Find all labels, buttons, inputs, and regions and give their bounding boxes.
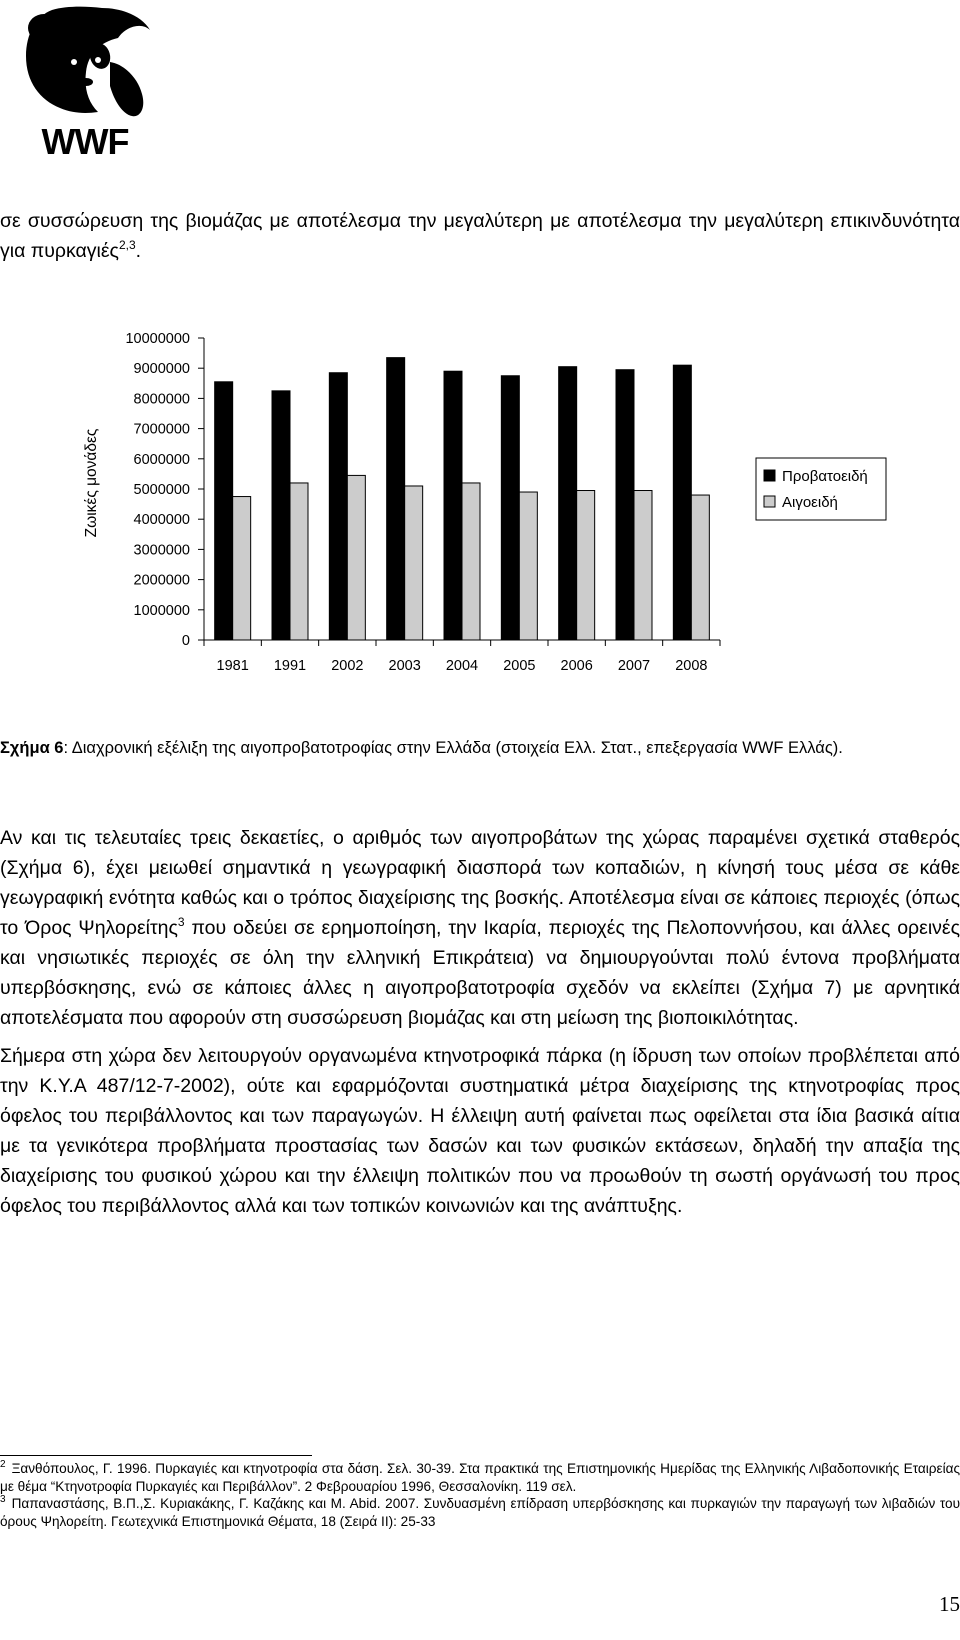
intro-text: σε συσσώρευση της βιομάζας με αποτέλεσμα την μεγαλύτερη με αποτέλεσμα την μεγαλύτερη επικινδυνότητα για πυρκαγιές [0,210,960,262]
y-tick-label: 0 [181,633,190,649]
footnote-3 [0,1495,960,1530]
footnote-number: 2 [0,1459,6,1470]
bar-goats-2007 [634,491,652,640]
y-tick-label: 4000000 [133,512,190,529]
x-tick-label: 2007 [617,658,651,674]
x-tick-label: 2004 [445,658,479,674]
x-tick-label: 2005 [503,658,536,674]
paragraph-2: Σήμερα στη χώρα δεν λειτουργούν οργανωμένα κτηνοτροφικά πάρκα (η ίδρυση των οποίων προβλέπεται από την Κ.Υ.Α 487/12-7-2002), ούτε και εφαρμόζονται συστηματικά μέτρα διαχείρισης της κτηνοτροφίας προς όφελος του περιβάλλοντος και των παραγωγών. Η έλλειψη αυτή φαίνεται πως οφείλεται στα ίδια βασικά αίτια με τα γενικότερα προβλήματα προστασίας των δασών και των φυσικών εκτάσεων, δηλαδή την απαξία της διαχείρισης του φυσικού χώρου και την έλλειψη πολιτικών που να προωθούν τη σωστή οργάνωσή του προς όφελος του περιβάλλοντος αλλά και των τοπικών κοινωνιών και της ανάπτυξης. [0,1045,960,1217]
bar-sheep-2008 [673,365,691,640]
paragraph-1-footnote-ref: 3 [177,915,185,929]
legend-swatch [764,496,775,507]
caption-label: Σχήμα 6 [0,739,64,757]
bar-goats-2003 [405,486,423,640]
y-tick-label: 9000000 [133,361,190,378]
bar-sheep-2003 [387,358,405,640]
body-text [0,823,960,1221]
x-tick-label: 2002 [331,658,364,674]
y-tick-label: 5000000 [133,482,190,498]
bar-chart-svg [0,330,960,710]
bar-goats-2005 [519,492,537,640]
x-tick-label: 1991 [273,658,307,674]
figure-caption [0,737,960,759]
bar-goats-2008 [691,495,709,640]
bar-sheep-2007 [616,370,634,640]
y-tick-label: 7000000 [133,421,190,438]
footnote-text: Παπαναστάσης, Β.Π.,Σ. Κυριακάκης, Γ. Καζάκης και M. Abid. 2007. Συνδυασμένη επίδραση υπερβόσκησης και πυρκαγιών την παραγωγή των λιβαδιών του όρους Ψηλορείτη. Γεωτεχνικά Επιστημονικά Θέματα, 18 (Σειρά II): 25-33 [0,1496,960,1529]
x-tick-label: 1981 [216,658,249,674]
intro-footnote-ref: 2,3 [118,238,136,252]
y-tick-label: 6000000 [133,451,190,468]
bar-goats-2006 [577,491,595,640]
x-tick-label: 2008 [675,658,708,674]
paragraph-1-part-b: που οδεύει σε ερημοποίηση, την Ικαρία, περιοχές της Πελοποννήσου, και άλλες ορεινές και νησιωτικές περιοχές σε όλη την ελληνική Επικράτεια) να δημιουργούνται πολύ έντονα προβλήματα υπερβόσκησης, ενώ σε κάποιες άλλες η αιγοπροβατοτροφία σχεδόν να εκλείπει (Σχήμα 7) με αρνητικά αποτελέσματα που αφορούν στη συσσώρευση βιομάζας και στη μείωση της βιοποικιλότητας. [0,917,960,1029]
paragraph-1-part-a: Αν και τις τελευταίες τρεις δεκαετίες, ο αριθμός των αιγοπροβάτων της χώρας παραμένει σχετικά σταθερός (Σχήμα 6), έχει μειωθεί σημαντικά η γεωγραφική διασπορά των κοπαδιών, η κίνησή τους μέσα σε κάθε γεωγραφική ενότητα καθώς και ο τρόπος διαχείρισης της βοσκής. Αποτέλεσμα είναι σε κάποιες περιοχές (όπως το Όρος Ψηλορείτης [0,827,960,939]
bar-goats-1991 [290,483,308,640]
footnotes [0,1460,960,1530]
page-number: 15 [939,1592,960,1616]
intro-end: . [135,240,142,262]
y-tick-label: 3000000 [133,542,190,559]
caption-text: : Διαχρονική εξέλιξη της αιγοπροβατοτροφίας στην Ελλάδα (στοιχεία Ελλ. Στατ., επεξεργασία WWF Ελλάς). [63,739,843,757]
livestock-chart [0,330,960,710]
bar-goats-2004 [462,483,480,640]
bar-goats-2002 [347,475,365,640]
y-tick-label: 8000000 [133,391,190,408]
x-tick-label: 2003 [388,658,421,674]
legend-swatch [764,470,775,481]
wwf-wordmark: WWF [41,121,129,160]
bar-goats-1981 [233,497,251,640]
bar-sheep-2006 [559,367,577,640]
y-tick-label: 2000000 [133,572,190,589]
bar-sheep-2004 [444,371,462,640]
bar-sheep-1981 [215,382,233,640]
bar-sheep-2002 [329,373,347,640]
footnote-2 [0,1460,960,1495]
wwf-panda-logo [14,4,156,160]
intro-paragraph [0,206,960,266]
panda-icon [26,7,150,117]
y-axis-title: Ζωικές μονάδες [83,428,100,538]
y-tick-label: 1000000 [133,602,190,619]
footnote-number: 3 [0,1494,6,1505]
x-tick-label: 2006 [560,658,593,674]
bar-sheep-1991 [272,391,290,640]
legend-label: Αιγοειδή [782,494,838,511]
footnote-text: Ξανθόπουλος, Γ. 1996. Πυρκαγιές και κτηνοτροφία στα δάση. Σελ. 30-39. Στα πρακτικά της Επιστημονικής Ημερίδας της Ελληνικής Λιβαδοπονικής Εταιρείας με θέμα “Κτηνοτροφία Πυρκαγιές και Περιβάλλον”. 2 Φεβρουαρίου 1996, Θεσσαλονίκη. 119 σελ. [0,1461,960,1494]
y-tick-label: 10000000 [125,331,190,347]
footnote-separator [0,1455,312,1456]
paragraph-1 [0,823,960,1033]
bar-sheep-2005 [501,376,519,640]
legend-label: Προβατοειδή [782,468,868,485]
